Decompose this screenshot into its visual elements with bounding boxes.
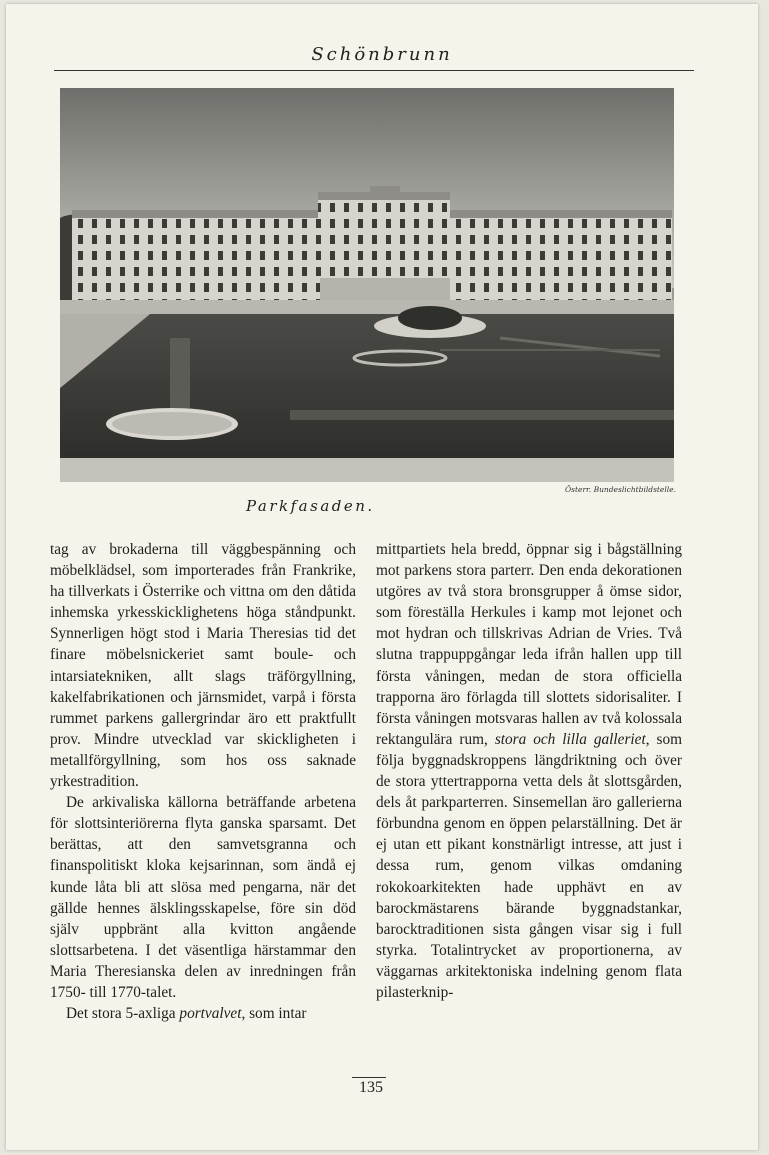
running-header: Schönbrunn [311,44,453,65]
page-number-rule [352,1077,386,1078]
galleriet-term: stora och lilla galleriet [494,730,646,748]
figure-caption: Parkfasaden. [246,497,375,515]
left-column [50,539,356,1024]
left-paragraph-3-start: Det stora 5-axliga [66,1005,180,1023]
page-number: 135 [359,1079,383,1096]
header-rule [54,70,694,71]
left-paragraph-1: tag av brokaderna till väggbespänning och möbelklädsel, som importerades från Frankrike, ha tillverkats i Österrike och vittna om den dåtida inhemska yrkesskicklighetens höga ståndpunkt. Synnerligen högt stod i Maria Theresias tid det finare möbelsnickeriet samt boule- och intarsiatekniken, allt slags träförgyllning, kakelfabrikationen och järnsmidet, varpå i första rummet parkens gallergrindar äro ett praktfullt prov. Mindre utvecklad var skickligheten i metallförgyllning, som hos oss saknade yrkestradition. [50,541,356,791]
book-page [6,4,758,1150]
portvalvet-term: portvalvet [179,1005,242,1023]
photo-credit: Österr. Bundeslichtbildstelle. [565,485,676,494]
right-paragraph-1 [376,539,682,1003]
right-paragraph-1-a: mittpartiets hela bredd, öppnar sig i bågställning mot parkens stora parterr. Den enda dekorationen utgöres av två stora bronsgrupper å ömse sidor, som föreställa Herkules i kamp mot lejonet och mot hydran och tillskrivas Adrian de Vries. Två slutna trappuppgångar leda ifrån hallen upp till första våningen, medan de stora officiella trapporna äro förlagda till slottets sidorisaliter. I första våningen motsvaras hallen av två kolossala rektangulära rum, [376,541,682,748]
right-column [376,539,682,1003]
right-paragraph-1-b: , som följa byggnadskroppens längdriktning och över de stora yttertrapporna vetta dels åt slottsgården, dels åt parkparterren. Sinsemellan äro gallerierna förbundna genom en öppen pelarställning. Det är ej utan ett pikant konstnärligt intresse, att just i dessa rum, genom vilkas omdaning rokokoarkitekten hade upphävt en av barockmästarens bärande byggnadstankar, barocktraditionen sista gången visar sig i full styrka. Totalintrycket av proportionerna, av väggarnas arkitektoniska indelning genom flata pilasterknip- [376,730,682,1001]
left-paragraph-3 [50,1003,356,1024]
castle-facade-photo [60,88,674,482]
left-paragraph-3-end: , som intar [241,1005,307,1023]
left-paragraph-2: De arkivaliska källorna beträffande arbetena för slottsinteriörerna flyta ganska sparsamt. Det berättas, att den samvetsgranna och finanspolitiskt kloka kejsarinnan, som ändå ej kunde låta bli att slösa med pengarna, när det gällde hennes älsklingsskapelse, före sin död själv uppbränt alla kvitton angående slottsarbetena. I det väsentliga härstammar den Maria Theresianska delen av inredningen från 1750- till 1770-talet. [50,794,356,1001]
